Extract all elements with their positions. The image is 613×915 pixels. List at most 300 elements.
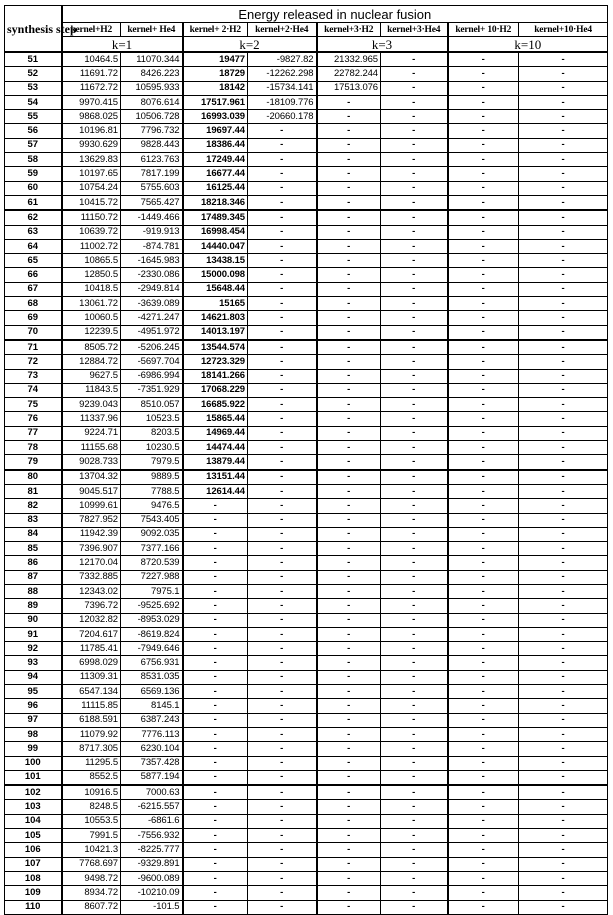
- cell-kernel-10h2: -: [448, 527, 519, 541]
- cell-kernel-he4: 8720.539: [121, 556, 183, 570]
- cell-kernel-3h2: -: [317, 727, 381, 741]
- cell-kernel-he4: 7377.166: [121, 542, 183, 556]
- cell-kernel-2he4: -: [248, 814, 317, 828]
- cell-kernel-10he4: -: [519, 800, 608, 814]
- cell-step: 54: [5, 95, 62, 109]
- cell-kernel-2h2: -: [183, 829, 248, 843]
- cell-kernel-2h2: 13879.44: [183, 455, 248, 470]
- cell-kernel-3he4: -: [381, 742, 448, 756]
- cell-kernel-2h2: -: [183, 642, 248, 656]
- cell-kernel-3he4: -: [381, 282, 448, 296]
- cell-kernel-3h2: -: [317, 470, 381, 485]
- cell-kernel-10h2: -: [448, 455, 519, 470]
- cell-kernel-2h2: 16685.922: [183, 398, 248, 412]
- cell-kernel-h2: 10421.3: [62, 843, 121, 857]
- cell-kernel-3he4: -: [381, 369, 448, 383]
- cell-kernel-h2: 6188.591: [62, 713, 121, 727]
- cell-kernel-2he4: -: [248, 542, 317, 556]
- cell-kernel-10h2: -: [448, 311, 519, 325]
- cell-kernel-he4: 9889.5: [121, 470, 183, 485]
- cell-kernel-2h2: -: [183, 756, 248, 770]
- cell-kernel-he4: 7776.113: [121, 727, 183, 741]
- cell-step: 96: [5, 699, 62, 713]
- cell-step: 109: [5, 886, 62, 900]
- cell-kernel-10he4: -: [519, 642, 608, 656]
- cell-kernel-he4: -2949.814: [121, 282, 183, 296]
- table-row: [5, 81, 608, 95]
- cell-kernel-3h2: -: [317, 814, 381, 828]
- cell-kernel-2h2: -: [183, 713, 248, 727]
- cell-kernel-he4: 7788.5: [121, 484, 183, 498]
- cell-kernel-10h2: -: [448, 369, 519, 383]
- cell-kernel-h2: 12239.5: [62, 325, 121, 340]
- cell-kernel-3he4: -: [381, 95, 448, 109]
- cell-kernel-3h2: -: [317, 383, 381, 397]
- k-group-1: k=1: [62, 37, 183, 53]
- cell-kernel-3h2: -: [317, 756, 381, 770]
- cell-kernel-he4: 8426.223: [121, 67, 183, 81]
- cell-kernel-2he4: -: [248, 900, 317, 914]
- cell-kernel-he4: -6215.557: [121, 800, 183, 814]
- cell-step: 82: [5, 499, 62, 513]
- cell-kernel-2he4: -: [248, 642, 317, 656]
- table-row: [5, 613, 608, 627]
- cell-kernel-3he4: -: [381, 67, 448, 81]
- cell-kernel-he4: -8953.029: [121, 613, 183, 627]
- cell-kernel-3h2: -: [317, 570, 381, 584]
- cell-kernel-10h2: -: [448, 570, 519, 584]
- cell-kernel-h2: 10060.5: [62, 311, 121, 325]
- cell-step: 104: [5, 814, 62, 828]
- cell-kernel-3he4: -: [381, 412, 448, 426]
- cell-kernel-2he4: -: [248, 871, 317, 885]
- cell-kernel-he4: -3639.089: [121, 297, 183, 311]
- cell-step: 66: [5, 268, 62, 282]
- cell-kernel-10h2: -: [448, 441, 519, 455]
- cell-kernel-he4: 7975.1: [121, 584, 183, 598]
- cell-kernel-2h2: 16677.44: [183, 167, 248, 181]
- cell-kernel-h2: 10999.61: [62, 499, 121, 513]
- cell-kernel-10h2: -: [448, 670, 519, 684]
- cell-kernel-3he4: -: [381, 181, 448, 195]
- cell-kernel-he4: 7979.5: [121, 455, 183, 470]
- cell-kernel-3h2: -: [317, 340, 381, 355]
- cell-kernel-2h2: 17068.229: [183, 383, 248, 397]
- cell-kernel-he4: 8510.057: [121, 398, 183, 412]
- table-row: [5, 829, 608, 843]
- cell-kernel-3he4: -: [381, 871, 448, 885]
- table-row: [5, 685, 608, 699]
- table-row: [5, 670, 608, 684]
- table-row: [5, 886, 608, 900]
- cell-kernel-3he4: -: [381, 756, 448, 770]
- table-row: [5, 800, 608, 814]
- cell-step: 97: [5, 713, 62, 727]
- cell-kernel-2he4: -: [248, 785, 317, 800]
- cell-kernel-he4: -7949.646: [121, 642, 183, 656]
- cell-kernel-3he4: -: [381, 167, 448, 181]
- cell-kernel-he4: -7351.929: [121, 383, 183, 397]
- cell-kernel-3he4: -: [381, 239, 448, 253]
- cell-kernel-2h2: 13151.44: [183, 470, 248, 485]
- cell-kernel-2he4: -: [248, 138, 317, 152]
- cell-kernel-10he4: -: [519, 656, 608, 670]
- cell-kernel-10h2: -: [448, 513, 519, 527]
- cell-kernel-2h2: -: [183, 613, 248, 627]
- cell-kernel-2h2: 13438.15: [183, 254, 248, 268]
- cell-kernel-h2: 9930.629: [62, 138, 121, 152]
- cell-kernel-2he4: -18109.776: [248, 95, 317, 109]
- cell-kernel-2he4: -: [248, 311, 317, 325]
- cell-kernel-2he4: -: [248, 670, 317, 684]
- cell-kernel-10h2: -: [448, 81, 519, 95]
- cell-kernel-10h2: -: [448, 727, 519, 741]
- cell-kernel-h2: 12343.02: [62, 584, 121, 598]
- cell-kernel-2h2: 12614.44: [183, 484, 248, 498]
- table-row: [5, 642, 608, 656]
- cell-kernel-3h2: -: [317, 900, 381, 914]
- cell-kernel-10he4: -: [519, 484, 608, 498]
- table-row: [5, 756, 608, 770]
- cell-kernel-3h2: -: [317, 268, 381, 282]
- cell-kernel-2he4: -12262.298: [248, 67, 317, 81]
- synthesis-step-header: synthesis step: [5, 6, 62, 53]
- cell-kernel-3h2: -: [317, 167, 381, 181]
- cell-step: 92: [5, 642, 62, 656]
- cell-step: 59: [5, 167, 62, 181]
- table-row: [5, 814, 608, 828]
- cell-step: 72: [5, 355, 62, 369]
- cell-kernel-2he4: -: [248, 627, 317, 641]
- cell-kernel-10he4: -: [519, 542, 608, 556]
- cell-kernel-2he4: -: [248, 167, 317, 181]
- cell-kernel-2he4: -: [248, 441, 317, 455]
- cell-kernel-2h2: -: [183, 871, 248, 885]
- col-header-kernel-2he4: kernel+2·He4: [248, 23, 317, 37]
- cell-kernel-10he4: -: [519, 268, 608, 282]
- cell-kernel-2he4: -: [248, 727, 317, 741]
- cell-kernel-10h2: -: [448, 800, 519, 814]
- cell-kernel-10he4: -: [519, 311, 608, 325]
- table-row: [5, 181, 608, 195]
- cell-kernel-3he4: -: [381, 829, 448, 843]
- cell-kernel-10h2: -: [448, 167, 519, 181]
- cell-kernel-2h2: -: [183, 857, 248, 871]
- cell-kernel-3h2: -: [317, 713, 381, 727]
- cell-kernel-2he4: -: [248, 527, 317, 541]
- cell-kernel-2h2: -: [183, 814, 248, 828]
- cell-kernel-h2: 12170.04: [62, 556, 121, 570]
- cell-kernel-10he4: -: [519, 670, 608, 684]
- cell-step: 101: [5, 770, 62, 785]
- cell-kernel-3he4: -: [381, 685, 448, 699]
- cell-step: 75: [5, 398, 62, 412]
- cell-kernel-10he4: -: [519, 513, 608, 527]
- cell-kernel-10h2: -: [448, 713, 519, 727]
- cell-kernel-h2: 8248.5: [62, 800, 121, 814]
- cell-kernel-10he4: -: [519, 713, 608, 727]
- cell-step: 64: [5, 239, 62, 253]
- cell-kernel-h2: 9970.415: [62, 95, 121, 109]
- cell-kernel-he4: -5206.245: [121, 340, 183, 355]
- cell-step: 74: [5, 383, 62, 397]
- cell-kernel-10he4: -: [519, 398, 608, 412]
- cell-kernel-10he4: -: [519, 81, 608, 95]
- cell-kernel-2he4: -: [248, 455, 317, 470]
- cell-kernel-he4: 8076.614: [121, 95, 183, 109]
- cell-kernel-2he4: -: [248, 756, 317, 770]
- cell-kernel-h2: 10415.72: [62, 195, 121, 210]
- cell-kernel-10he4: -: [519, 699, 608, 713]
- cell-kernel-h2: 10865.5: [62, 254, 121, 268]
- cell-kernel-3h2: -: [317, 225, 381, 239]
- cell-step: 85: [5, 542, 62, 556]
- cell-kernel-3h2: -: [317, 886, 381, 900]
- cell-step: 87: [5, 570, 62, 584]
- cell-kernel-2he4: -20660.178: [248, 110, 317, 124]
- cell-kernel-h2: 10754.24: [62, 181, 121, 195]
- cell-kernel-he4: -101.5: [121, 900, 183, 914]
- cell-kernel-h2: 10196.81: [62, 124, 121, 138]
- cell-kernel-10he4: -: [519, 613, 608, 627]
- cell-step: 77: [5, 426, 62, 440]
- cell-kernel-10h2: -: [448, 325, 519, 340]
- cell-step: 99: [5, 742, 62, 756]
- cell-kernel-2he4: -: [248, 770, 317, 785]
- cell-kernel-2h2: -: [183, 599, 248, 613]
- cell-kernel-10he4: -: [519, 210, 608, 225]
- cell-kernel-10he4: -: [519, 455, 608, 470]
- cell-kernel-3h2: -: [317, 398, 381, 412]
- cell-kernel-h2: 7396.72: [62, 599, 121, 613]
- cell-kernel-h2: 7768.697: [62, 857, 121, 871]
- cell-kernel-10h2: -: [448, 599, 519, 613]
- cell-kernel-2h2: -: [183, 843, 248, 857]
- cell-kernel-2h2: 14969.44: [183, 426, 248, 440]
- table-row: [5, 210, 608, 225]
- cell-kernel-10he4: -: [519, 282, 608, 296]
- table-row: [5, 770, 608, 785]
- cell-kernel-2he4: -: [248, 484, 317, 498]
- cell-kernel-3he4: -: [381, 800, 448, 814]
- cell-kernel-he4: 10523.5: [121, 412, 183, 426]
- cell-step: 65: [5, 254, 62, 268]
- cell-step: 90: [5, 613, 62, 627]
- cell-kernel-3he4: -: [381, 484, 448, 498]
- cell-kernel-3he4: -: [381, 297, 448, 311]
- cell-kernel-3he4: -: [381, 670, 448, 684]
- table-row: [5, 857, 608, 871]
- cell-kernel-2h2: 16993.039: [183, 110, 248, 124]
- cell-kernel-3he4: -: [381, 656, 448, 670]
- cell-kernel-he4: -7556.932: [121, 829, 183, 843]
- cell-kernel-10h2: -: [448, 297, 519, 311]
- table-row: [5, 470, 608, 485]
- cell-kernel-2he4: -: [248, 398, 317, 412]
- cell-kernel-h2: 12884.72: [62, 355, 121, 369]
- table-row: [5, 52, 608, 67]
- cell-kernel-3he4: -: [381, 527, 448, 541]
- cell-kernel-he4: 9092.035: [121, 527, 183, 541]
- cell-kernel-3he4: -: [381, 426, 448, 440]
- cell-kernel-2he4: -: [248, 383, 317, 397]
- cell-kernel-h2: 11672.72: [62, 81, 121, 95]
- cell-step: 76: [5, 412, 62, 426]
- cell-kernel-3he4: -: [381, 699, 448, 713]
- cell-kernel-h2: 13704.32: [62, 470, 121, 485]
- cell-kernel-he4: 5877.194: [121, 770, 183, 785]
- cell-kernel-3he4: -: [381, 570, 448, 584]
- cell-kernel-10he4: -: [519, 325, 608, 340]
- cell-kernel-2he4: -: [248, 268, 317, 282]
- cell-kernel-3he4: -: [381, 441, 448, 455]
- cell-kernel-10he4: -: [519, 124, 608, 138]
- cell-kernel-he4: -4951.972: [121, 325, 183, 340]
- cell-kernel-3he4: -: [381, 770, 448, 785]
- cell-kernel-3h2: -: [317, 153, 381, 167]
- cell-kernel-10h2: -: [448, 584, 519, 598]
- col-header-kernel-h2: kernel+H2: [62, 23, 121, 37]
- cell-kernel-2he4: -: [248, 513, 317, 527]
- cell-kernel-10he4: -: [519, 886, 608, 900]
- cell-kernel-h2: 13061.72: [62, 297, 121, 311]
- cell-kernel-10he4: -: [519, 685, 608, 699]
- cell-kernel-h2: 11942.39: [62, 527, 121, 541]
- cell-kernel-2he4: -: [248, 570, 317, 584]
- cell-kernel-3he4: -: [381, 52, 448, 67]
- cell-kernel-10he4: -: [519, 570, 608, 584]
- cell-kernel-10he4: -: [519, 441, 608, 455]
- cell-kernel-2h2: 19477: [183, 52, 248, 67]
- cell-kernel-3h2: -: [317, 484, 381, 498]
- cell-kernel-10h2: -: [448, 756, 519, 770]
- table-row: [5, 297, 608, 311]
- cell-kernel-he4: 8145.1: [121, 699, 183, 713]
- cell-kernel-2he4: -: [248, 499, 317, 513]
- cell-kernel-3h2: -: [317, 138, 381, 152]
- cell-kernel-3h2: -: [317, 542, 381, 556]
- cell-kernel-3he4: -: [381, 584, 448, 598]
- cell-kernel-10h2: -: [448, 829, 519, 843]
- cell-kernel-2he4: -: [248, 613, 317, 627]
- cell-kernel-h2: 9239.043: [62, 398, 121, 412]
- cell-kernel-10h2: -: [448, 138, 519, 152]
- cell-kernel-10he4: -: [519, 470, 608, 485]
- cell-kernel-10he4: -: [519, 153, 608, 167]
- cell-kernel-10h2: -: [448, 770, 519, 785]
- cell-kernel-3h2: -: [317, 311, 381, 325]
- cell-kernel-h2: 11309.31: [62, 670, 121, 684]
- cell-kernel-h2: 10916.5: [62, 785, 121, 800]
- cell-step: 110: [5, 900, 62, 914]
- cell-kernel-3h2: -: [317, 426, 381, 440]
- cell-kernel-2he4: -: [248, 254, 317, 268]
- cell-step: 83: [5, 513, 62, 527]
- cell-kernel-10he4: -: [519, 426, 608, 440]
- cell-kernel-2he4: -: [248, 195, 317, 210]
- cell-kernel-2h2: -: [183, 699, 248, 713]
- cell-kernel-3he4: -: [381, 225, 448, 239]
- cell-step: 100: [5, 756, 62, 770]
- cell-step: 88: [5, 584, 62, 598]
- cell-kernel-2h2: -: [183, 886, 248, 900]
- cell-kernel-3h2: -: [317, 355, 381, 369]
- cell-kernel-h2: 9045.517: [62, 484, 121, 498]
- cell-kernel-h2: 11295.5: [62, 756, 121, 770]
- cell-kernel-10h2: -: [448, 239, 519, 253]
- cell-step: 98: [5, 727, 62, 741]
- cell-kernel-10he4: -: [519, 181, 608, 195]
- cell-kernel-h2: 11337.96: [62, 412, 121, 426]
- cell-kernel-he4: 11070.344: [121, 52, 183, 67]
- cell-kernel-he4: -1449.466: [121, 210, 183, 225]
- table-row: [5, 225, 608, 239]
- cell-step: 55: [5, 110, 62, 124]
- cell-kernel-3he4: -: [381, 613, 448, 627]
- cell-kernel-3h2: -: [317, 527, 381, 541]
- cell-step: 102: [5, 785, 62, 800]
- cell-kernel-he4: 7565.427: [121, 195, 183, 210]
- cell-kernel-3h2: -: [317, 369, 381, 383]
- cell-kernel-10h2: -: [448, 742, 519, 756]
- table-row: [5, 785, 608, 800]
- cell-kernel-3he4: -: [381, 627, 448, 641]
- cell-kernel-10he4: -: [519, 770, 608, 785]
- cell-kernel-h2: 11691.72: [62, 67, 121, 81]
- table-row: [5, 484, 608, 498]
- cell-step: 70: [5, 325, 62, 340]
- cell-step: 95: [5, 685, 62, 699]
- cell-kernel-10h2: -: [448, 699, 519, 713]
- cell-kernel-10h2: -: [448, 613, 519, 627]
- cell-kernel-h2: 11079.92: [62, 727, 121, 741]
- cell-kernel-10he4: -: [519, 340, 608, 355]
- cell-kernel-he4: 6123.763: [121, 153, 183, 167]
- cell-kernel-he4: -6861.6: [121, 814, 183, 828]
- table-row: [5, 67, 608, 81]
- cell-kernel-2h2: -: [183, 527, 248, 541]
- cell-kernel-h2: 11002.72: [62, 239, 121, 253]
- cell-kernel-3h2: -: [317, 656, 381, 670]
- cell-kernel-3he4: -: [381, 325, 448, 340]
- cell-kernel-3he4: -: [381, 268, 448, 282]
- cell-kernel-10he4: -: [519, 369, 608, 383]
- cell-kernel-h2: 10639.72: [62, 225, 121, 239]
- cell-kernel-2he4: -: [248, 340, 317, 355]
- cell-kernel-2he4: -: [248, 742, 317, 756]
- cell-kernel-10h2: -: [448, 225, 519, 239]
- cell-kernel-2he4: -: [248, 470, 317, 485]
- table-row: [5, 570, 608, 584]
- cell-kernel-10he4: -: [519, 556, 608, 570]
- cell-kernel-2h2: -: [183, 627, 248, 641]
- cell-kernel-2he4: -: [248, 556, 317, 570]
- cell-kernel-3h2: 21332.965: [317, 52, 381, 67]
- cell-kernel-he4: 10595.933: [121, 81, 183, 95]
- table-row: [5, 268, 608, 282]
- cell-kernel-he4: -9329.891: [121, 857, 183, 871]
- cell-kernel-10he4: -: [519, 355, 608, 369]
- cell-kernel-10h2: -: [448, 814, 519, 828]
- cell-kernel-10h2: -: [448, 181, 519, 195]
- cell-kernel-3h2: -: [317, 613, 381, 627]
- cell-kernel-he4: -9525.692: [121, 599, 183, 613]
- cell-kernel-10he4: -: [519, 857, 608, 871]
- cell-kernel-3he4: -: [381, 254, 448, 268]
- table-row: [5, 138, 608, 152]
- cell-kernel-2he4: -: [248, 426, 317, 440]
- cell-kernel-2h2: 16998.454: [183, 225, 248, 239]
